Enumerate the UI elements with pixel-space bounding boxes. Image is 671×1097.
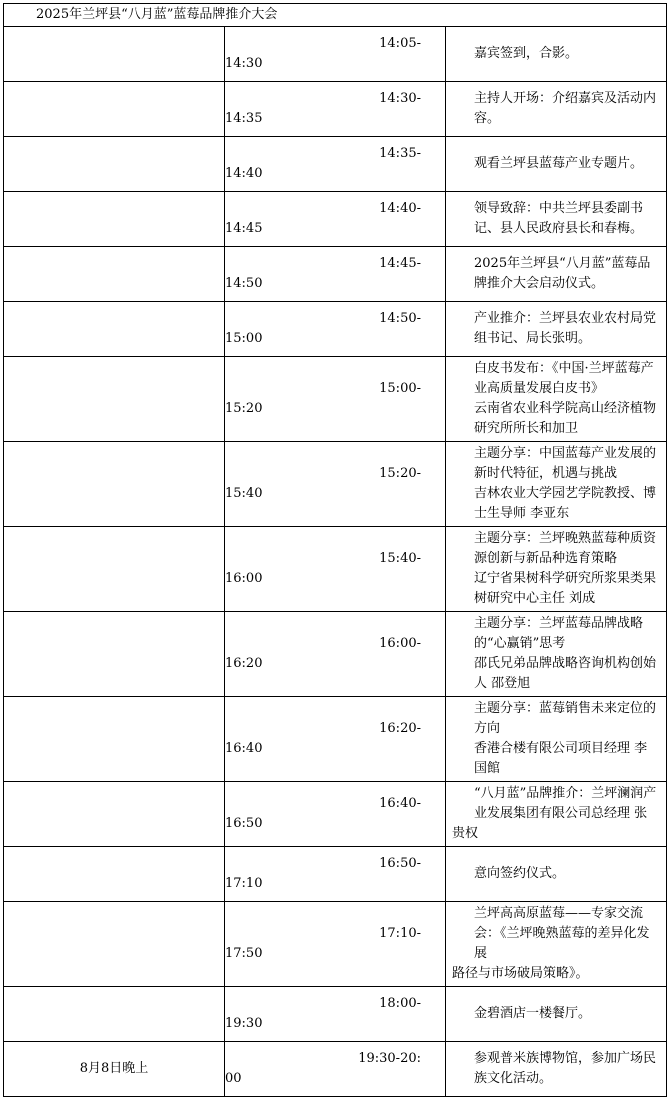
activity-line: 产业推介：兰坪县农业农村局党组书记、局长张明。 xyxy=(474,311,657,346)
time-cell xyxy=(225,1042,446,1097)
time-cell xyxy=(225,27,446,82)
activity-cell xyxy=(446,357,667,442)
time-cell xyxy=(225,247,446,302)
activity-line: 邵氏兄弟品牌战略咨询机构创始人 邵登旭 xyxy=(474,656,657,691)
date-cell xyxy=(4,847,225,902)
time-end: 14:40 xyxy=(225,166,263,181)
time-end: 14:30 xyxy=(225,56,263,71)
time-cell xyxy=(225,137,446,192)
agenda-row xyxy=(4,357,667,442)
date-cell xyxy=(4,82,225,137)
activity-cell xyxy=(446,902,667,987)
activity-cell xyxy=(446,847,667,902)
date-cell xyxy=(4,27,225,82)
time-end: 14:45 xyxy=(225,221,263,236)
time-start: 16:00- xyxy=(379,636,421,651)
activity-line: 2025年兰坪县“八月蓝”蓝莓品牌推介大会启动仪式。 xyxy=(474,256,651,291)
date-cell xyxy=(4,302,225,357)
time-end: 17:10 xyxy=(225,876,263,891)
title-row xyxy=(4,4,667,27)
date-cell xyxy=(4,612,225,697)
time-start: 14:50- xyxy=(379,311,421,326)
activity-cell xyxy=(446,27,667,82)
activity-cell xyxy=(446,987,667,1042)
time-start: 18:00- xyxy=(379,996,421,1011)
time-cell xyxy=(225,82,446,137)
time-end: 15:40 xyxy=(225,486,263,501)
activity-line: 兰坪高高原蓝莓——专家交流会：《兰坪晚熟蓝莓的差异化发展 xyxy=(474,906,650,961)
date-cell xyxy=(4,192,225,247)
time-cell xyxy=(225,357,446,442)
activity-line: 主题分享：中国蓝莓产业发展的新时代特征，机遇与挑战 xyxy=(474,446,657,481)
time-start: 14:45- xyxy=(379,256,421,271)
activity-line: 主题分享：兰坪晚熟蓝莓种质资源创新与新品种选育策略 xyxy=(474,531,657,566)
agenda-row xyxy=(4,697,667,782)
time-start: 15:40- xyxy=(379,551,421,566)
activity-cell xyxy=(446,612,667,697)
time-start: 17:10- xyxy=(379,926,421,941)
agenda-row xyxy=(4,302,667,357)
activity-line: 嘉宾签到，合影。 xyxy=(474,46,579,61)
date-cell xyxy=(4,987,225,1042)
time-end: 16:20 xyxy=(225,656,263,671)
activity-line: 主题分享：蓝莓销售未来定位的方向 xyxy=(474,701,657,736)
activity-cell xyxy=(446,302,667,357)
date-cell xyxy=(4,442,225,527)
agenda-row xyxy=(4,527,667,612)
time-cell xyxy=(225,782,446,847)
time-cell xyxy=(225,302,446,357)
time-cell xyxy=(225,527,446,612)
activity-cell xyxy=(446,1042,667,1097)
time-end: 16:40 xyxy=(225,741,263,756)
activity-line: 主持人开场：介绍嘉宾及活动内容。 xyxy=(474,91,657,126)
agenda-row xyxy=(4,847,667,902)
time-start: 16:20- xyxy=(379,721,421,736)
time-cell xyxy=(225,902,446,987)
activity-cell xyxy=(446,442,667,527)
time-start: 19:30-20: xyxy=(358,1051,421,1066)
time-cell xyxy=(225,442,446,527)
time-start: 14:05- xyxy=(379,36,421,51)
agenda-row xyxy=(4,987,667,1042)
agenda-row xyxy=(4,442,667,527)
time-end: 17:50 xyxy=(225,946,263,961)
agenda-row xyxy=(4,902,667,987)
agenda-row xyxy=(4,612,667,697)
agenda-row xyxy=(4,192,667,247)
activity-line: 白皮书发布：《中国·兰坪蓝莓产业高质量发展白皮书》 xyxy=(474,361,654,396)
date-cell xyxy=(4,782,225,847)
agenda-row xyxy=(4,1042,667,1097)
activity-line: 香港合楼有限公司项目经理 李国館 xyxy=(474,741,648,776)
activity-line: 云南省农业科学院高山经济植物研究所所长和加卫 xyxy=(474,401,657,436)
date-cell xyxy=(4,697,225,782)
date-cell xyxy=(4,137,225,192)
agenda-row xyxy=(4,247,667,302)
time-start: 16:50- xyxy=(379,856,421,871)
activity-line: 领导致辞：中共兰坪县委副书记、县人民政府县长和春梅。 xyxy=(474,201,644,236)
activity-line: 主题分享：兰坪蓝莓品牌战略的“心赢销”思考 xyxy=(474,616,644,651)
activity-line: “八月蓝”品牌推介：兰坪澜润产业发展集团有限公司总经理 张 xyxy=(474,786,657,821)
agenda-table xyxy=(3,3,667,1097)
activity-line: 路径与市场破局策略》。 xyxy=(452,966,589,981)
activity-line: 参观普米族博物馆，参加广场民族文化活动。 xyxy=(474,1051,657,1086)
activity-cell xyxy=(446,527,667,612)
time-start: 15:00- xyxy=(379,381,421,396)
activity-cell xyxy=(446,247,667,302)
time-end: 15:00 xyxy=(225,331,263,346)
agenda-row xyxy=(4,27,667,82)
time-start: 14:35- xyxy=(379,146,421,161)
time-end: 16:00 xyxy=(225,571,263,586)
time-cell xyxy=(225,847,446,902)
activity-line: 金碧酒店一楼餐厅。 xyxy=(474,1006,592,1021)
date-cell xyxy=(4,527,225,612)
activity-line: 辽宁省果树科学研究所浆果类果树研究中心主任 刘成 xyxy=(474,571,657,606)
activity-cell xyxy=(446,782,667,847)
activity-cell xyxy=(446,82,667,137)
time-cell xyxy=(225,192,446,247)
time-end: 00 xyxy=(225,1071,242,1086)
time-end: 19:30 xyxy=(225,1016,263,1031)
activity-cell xyxy=(446,697,667,782)
time-end: 16:50 xyxy=(225,816,263,831)
agenda-row xyxy=(4,782,667,847)
date-cell xyxy=(4,357,225,442)
activity-cell xyxy=(446,192,667,247)
time-end: 14:50 xyxy=(225,276,263,291)
agenda-row xyxy=(4,137,667,192)
date-cell: 8月8日晚上 xyxy=(4,1042,225,1097)
time-end: 14:35 xyxy=(225,111,263,126)
time-start: 14:30- xyxy=(379,91,421,106)
time-end: 15:20 xyxy=(225,401,263,416)
time-cell xyxy=(225,612,446,697)
time-start: 14:40- xyxy=(379,201,421,216)
activity-line: 贵权 xyxy=(452,826,479,841)
time-cell xyxy=(225,987,446,1042)
activity-line: 吉林农业大学园艺学院教授、博士生导师 李亚东 xyxy=(474,486,657,521)
activity-line: 观看兰坪县蓝莓产业专题片。 xyxy=(474,156,644,171)
agenda-title: 2025年兰坪县“八月蓝”蓝莓品牌推介大会 xyxy=(4,4,667,27)
time-cell xyxy=(225,697,446,782)
agenda-row xyxy=(4,82,667,137)
time-start: 16:40- xyxy=(379,796,421,811)
date-cell xyxy=(4,247,225,302)
time-start: 15:20- xyxy=(379,466,421,481)
activity-cell xyxy=(446,137,667,192)
activity-line: 意向签约仪式。 xyxy=(474,866,566,881)
date-cell xyxy=(4,902,225,987)
